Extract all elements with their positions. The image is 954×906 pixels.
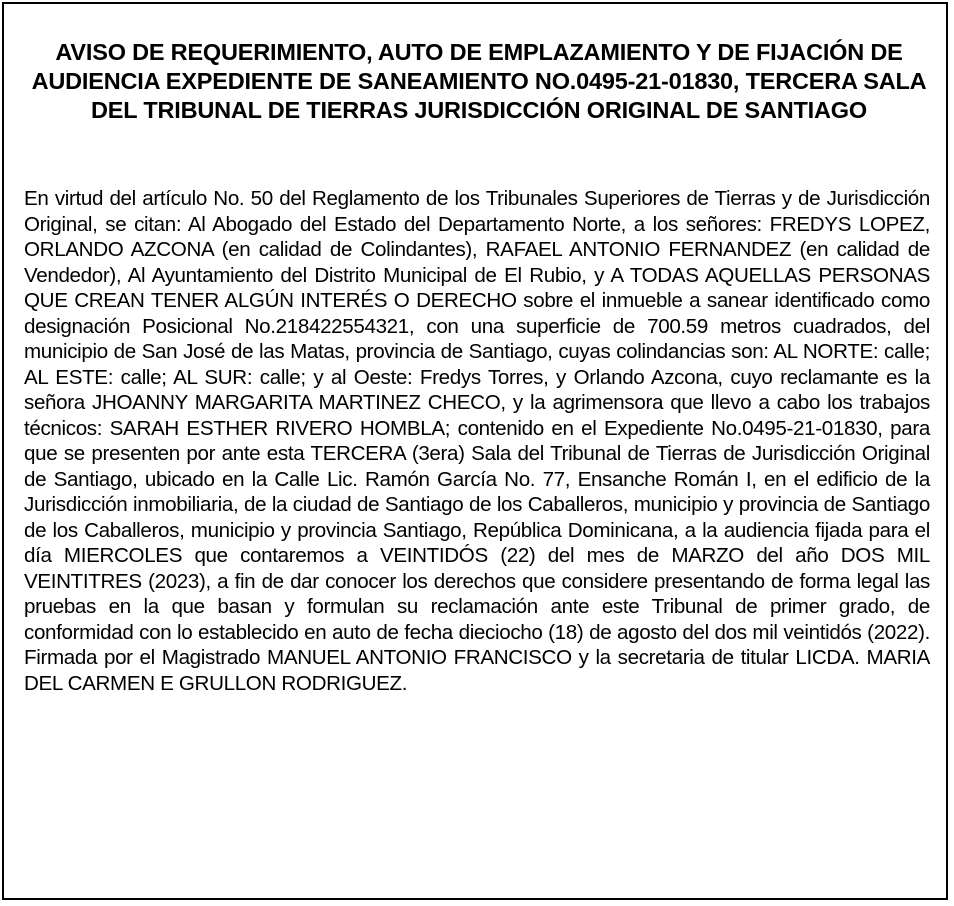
notice-body: En virtud del artículo No. 50 del Reglamento de los Tribunales Superiores de Tierras y de Jurisdicción Original, se citan: Al Abogado del Estado del Departamento Norte, a los señores: FREDYS LOPEZ, ORLANDO AZCONA (en calidad de Colindantes), RAFAEL ANTONIO FERNANDEZ (en calidad de Vendedor), Al Ayuntamiento del Distrito Municipal de El Rubio, y A TODAS AQUELLAS PERSONAS QUE CREAN TENER ALGÚN INTERÉS O DERECHO sobre el inmueble a sanear identificado como designación Posicional No.218422554321, con una superficie de 700.59 metros cuadrados, del municipio de San José de las Matas, provincia de Santiago, cuyas colindancias son: AL NORTE: calle; AL ESTE: calle; AL SUR: calle; y al Oeste: Fredys Torres, y Orlando Azcona, cuyo reclamante es la señora JHOANNY MARGARITA MARTINEZ CHECO, y la agrimensora que llevo a cabo los trabajos técnicos: SARAH ESTHER RIVERO HOMBLA; contenido en el Expediente No.0495-21-01830, para que se presenten por ante esta TERCERA (3era) Sala del Tribunal de Tierras de Jurisdicción Original de Santiago, ubicado en la Calle Lic. Ramón García No. 77, Ensanche Román I, en el edificio de la Jurisdicción inmobiliaria, de la ciudad de Santiago de los Caballeros, municipio y provincia de Santiago de los Caballeros, municipio y provincia Santiago, República Dominicana, a la audiencia fijada para el día MIERCOLES que contaremos a VEINTIDÓS (22) del mes de MARZO del año DOS MIL VEINTITRES (2023), a fin de dar conocer los derechos que considere presentando de forma legal las pruebas en la que basan y formulan su reclamación ante este Tribunal de primer grado, de conformidad con lo establecido en auto de fecha dieciocho (18) de agosto del dos mil veintidós (2022). Firmada por el Magistrado MANUEL ANTONIO FRANCISCO y la secretaria de titular LICDA. MARIA DEL CARMEN E GRULLON RODRIGUEZ. — [24, 187, 930, 695]
notice-title: AVISO DE REQUERIMIENTO, AUTO DE EMPLAZAMIENTO Y DE FIJACIÓN DE AUDIENCIA EXPEDIENTE DE SANEAMIENTO NO.0495-21-01830, TERCERA SALA DEL TRIBUNAL DE TIERRAS JURISDICCIÓN ORIGINAL DE SANTIAGO — [31, 39, 927, 123]
notice-frame — [2, 2, 948, 900]
